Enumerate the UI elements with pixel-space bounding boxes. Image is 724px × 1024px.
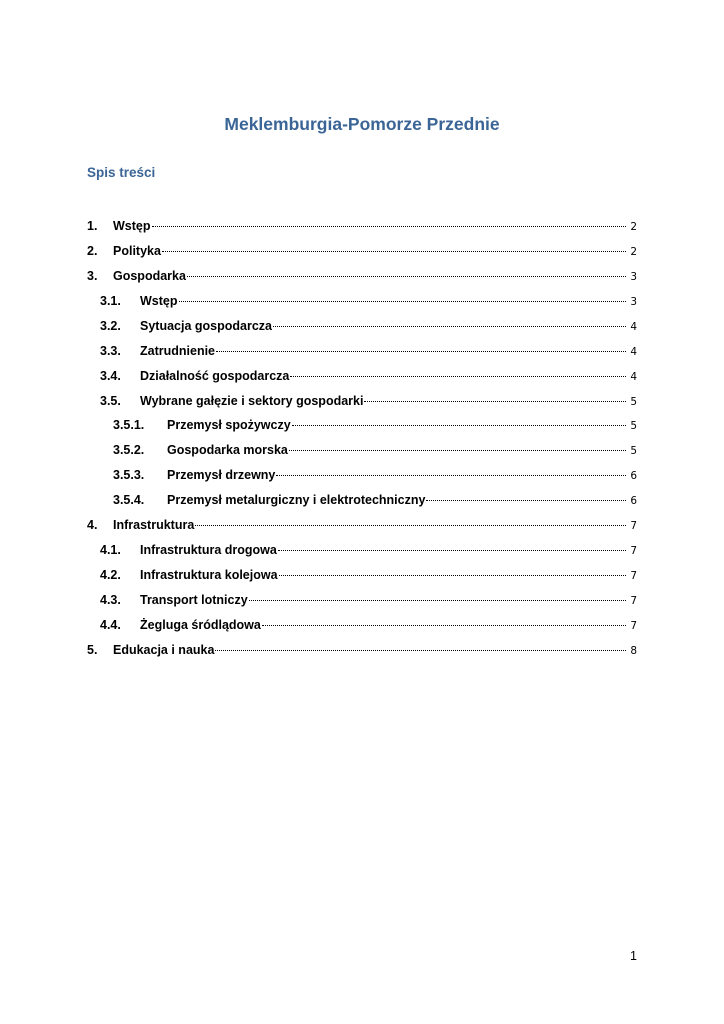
toc-entry-number: 1. [87,219,98,233]
toc-entry-number: 3. [87,269,98,283]
toc-leader [152,212,627,227]
toc-entry-number: 4. [87,518,98,532]
toc-entry-page: 7 [630,545,637,557]
toc-entry[interactable] [113,464,637,482]
toc-entry-page: 8 [630,645,637,657]
toc-entry-page: 5 [630,420,637,432]
toc-leader [364,387,626,402]
toc-entry-title: Zatrudnienie [140,344,216,358]
toc-entry-title: Żegluga śródlądowa [140,618,261,632]
toc-entry-page: 4 [630,371,637,383]
toc-entry[interactable] [100,390,637,408]
toc-entry-page: 2 [630,246,637,258]
toc-entry-title: Infrastruktura [113,518,195,532]
toc-entry-number: 2. [87,244,98,258]
toc-leader [426,486,626,501]
toc-entry-number: 4.4. [100,618,121,632]
toc-leader [179,287,627,302]
toc-entry-title: Przemysł metalurgiczny i elektrotechniczny [167,493,426,507]
toc-entry-title: Wstęp [140,294,178,308]
toc-entry-title: Przemysł spożywczy [167,418,291,432]
toc-leader [292,411,626,426]
toc-entry-title: Edukacja i nauka [113,643,215,657]
toc-entry-title: Transport lotniczy [140,593,248,607]
toc-entry-number: 3.3. [100,344,121,358]
toc-entry-number: 3.1. [100,294,121,308]
toc-heading: Spis treści [87,165,156,180]
toc-entry[interactable] [100,340,637,358]
toc-entry-number: 3.4. [100,369,121,383]
toc-entry-number: 4.1. [100,543,121,557]
toc-entry[interactable] [100,614,637,632]
toc-entry-title: Działalność gospodarcza [140,369,290,383]
toc-entry-title: Infrastruktura kolejowa [140,568,278,582]
toc-entry-title: Polityka [113,244,161,258]
toc-leader [279,561,626,576]
toc-leader [195,511,626,526]
toc-entry-page: 4 [630,321,637,333]
toc-entry-page: 6 [630,470,637,482]
toc-leader [187,262,626,277]
toc-entry-page: 6 [630,495,637,507]
toc-leader [289,436,626,451]
toc-entry[interactable] [113,489,637,507]
toc-entry[interactable] [100,564,637,582]
toc-entry[interactable] [87,639,637,657]
toc-entry-title: Wybrane gałęzie i sektory gospodarki [140,394,364,408]
toc-leader [273,312,626,327]
toc-entry-page: 7 [630,570,637,582]
toc-entry-title: Sytuacja gospodarcza [140,319,272,333]
toc-entry-page: 7 [630,620,637,632]
toc-entry-page: 7 [630,595,637,607]
toc-leader [249,586,626,601]
toc-entry-page: 4 [630,346,637,358]
toc-entry-number: 3.5.2. [113,443,145,457]
toc-entry[interactable] [100,539,637,557]
toc-entry-title: Infrastruktura drogowa [140,543,277,557]
toc-entry[interactable] [100,589,637,607]
toc-entry-number: 3.5.1. [113,418,145,432]
toc-entry-page: 5 [630,396,637,408]
toc-entry[interactable] [87,240,637,258]
toc-entry[interactable] [100,365,637,383]
toc-entry-number: 4.3. [100,593,121,607]
toc-entry[interactable] [87,265,637,283]
toc-leader [162,237,626,252]
toc-leader [290,362,626,377]
toc-entry-title: Gospodarka [113,269,186,283]
toc-leader [278,536,626,551]
toc-entry-number: 4.2. [100,568,121,582]
document-title: Meklemburgia-Pomorze Przednie [224,114,500,134]
toc-entry[interactable] [87,514,637,532]
toc-entry[interactable] [113,414,637,432]
toc-entry-page: 2 [630,221,637,233]
toc-entry-page: 7 [630,520,637,532]
toc-entry[interactable] [100,290,637,308]
page-number: 1 [630,949,637,963]
toc-entry-title: Przemysł drzewny [167,468,276,482]
toc-leader [262,611,626,626]
toc-entry-number: 5. [87,643,98,657]
toc-entry[interactable] [113,439,637,457]
toc-entry-page: 5 [630,445,637,457]
toc-entry-title: Gospodarka morska [167,443,288,457]
toc-leader [276,461,626,476]
toc-entry-page: 3 [630,271,637,283]
toc-entry-page: 3 [630,296,637,308]
toc-entry-number: 3.5. [100,394,121,408]
toc-entry-title: Wstęp [113,219,151,233]
toc-leader [215,636,626,651]
toc-leader [216,337,626,352]
toc-entry-number: 3.5.3. [113,468,145,482]
toc-entry-number: 3.2. [100,319,121,333]
toc-entry[interactable] [87,215,637,233]
toc-entry[interactable] [100,315,637,333]
toc-entry-number: 3.5.4. [113,493,145,507]
